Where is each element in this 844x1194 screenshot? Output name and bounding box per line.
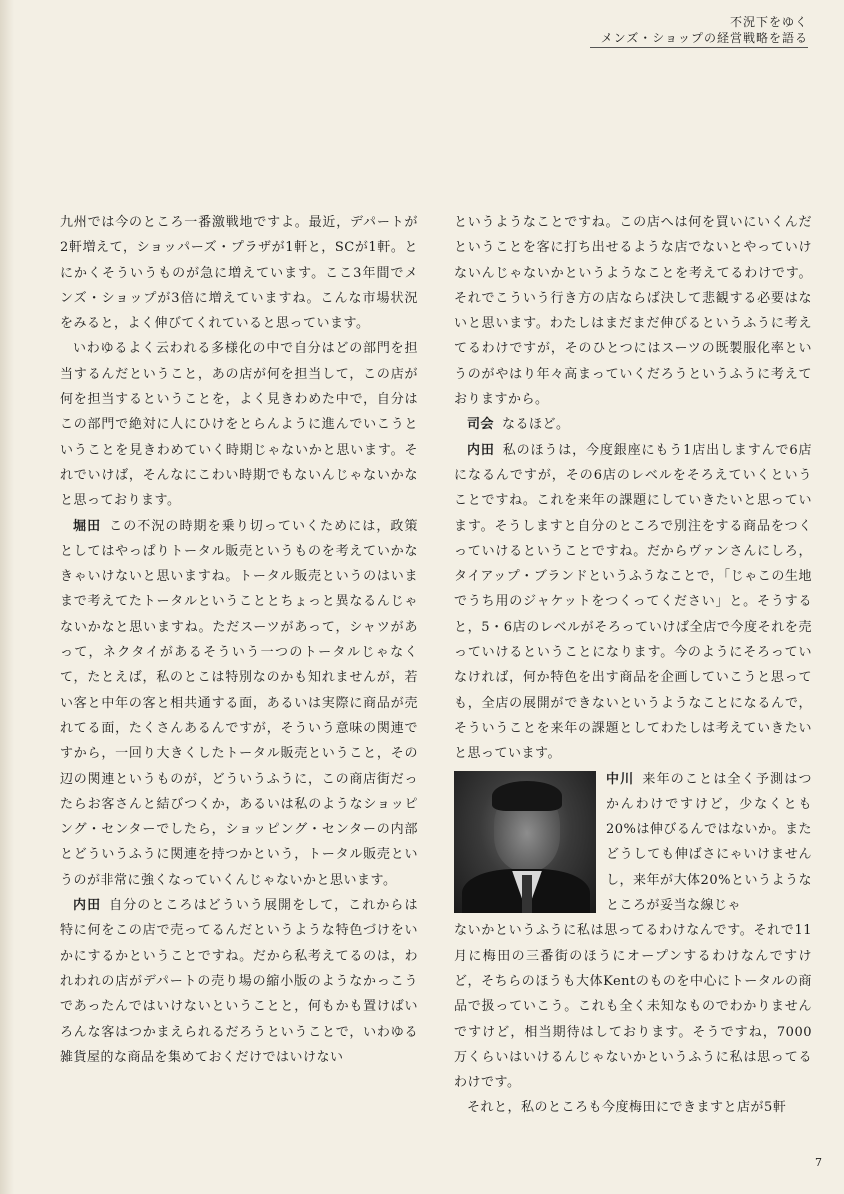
right-paragraph-4-beside-photo	[606, 767, 812, 919]
speech-text: 私のほうは，今度銀座にもう1店出しますんで6店になるんですが，その6店のレベルをそろえていくということですね。これを来年の課題にしていきたいと思っています。そうしますと自分のところで別注をする商品をつくっていけるということですね。だからヴァンさんにしろ，タイアップ・ブランドというふうなことで，「じゃこの生地でうち用のジャケットをつくってください」と。そうすると，5・6店のレベルがそろっていけば全店で今度それを売っていけるということになります。今のようにそろっていなければ，何か特色を出す商品を企画していこうと思っても，全店の展開ができないというようなことになるんで，そういうことを来年の課題としてわたしは考えていきたいと思っています。	[454, 442, 812, 762]
speech-text: 自分のところはどういう展開をして，これからは特に何をこの店で売ってるんだというような特色づけをいかにするかということですね。だから私考えてるのは，われわれの店がデパートの売り場の縮小版のようなかっこうであったんではいけないということと，何もかも置けばいろんな客はつかまえられるだろうということで，いわゆる雑貨屋的な商品を集めておくだけではいけない	[60, 898, 418, 1065]
portrait-photo	[454, 771, 596, 913]
left-paragraph-3	[60, 514, 418, 893]
photo-block	[454, 767, 812, 919]
speaker-name: 内田	[73, 898, 102, 914]
left-paragraph-2: いわゆるよく云われる多様化の中で自分はどの部門を担当するんだということ，あの店が何を担当して，この店が何を担当するということを，よく見きわめた中で，自分はこの部門で絶対に人にひけをとらんように進んでいこうということを見きわめていく時期じゃないかと思います。それでいけば，そんなにこわい時期でもないんじゃないかなと思っております。	[60, 341, 418, 509]
speech-text: なるほど。	[502, 417, 570, 433]
right-paragraph-3	[454, 438, 812, 767]
left-paragraph-4	[60, 893, 418, 1070]
page-number: 7	[815, 1156, 822, 1169]
right-paragraph-5: それと，私のところも今度梅田にできますと店が5軒	[467, 1100, 787, 1116]
header-line-1: 不況下をゆく	[729, 15, 808, 29]
left-column	[60, 210, 418, 1070]
right-column	[454, 210, 812, 1121]
page-binding-edge	[0, 0, 14, 1194]
header-line-2: メンズ・ショップの経営戦略を語る	[600, 31, 808, 45]
speaker-name: 内田	[467, 442, 495, 458]
header-rule	[590, 47, 808, 48]
speech-text: 来年のことは全く予測はつかんわけですけど，少なくとも20%は伸びるんではないか。またどうしても伸ばさにゃいけませんし，来年が大体20%というようなところが妥当な線じゃ	[606, 771, 812, 914]
right-paragraph-2	[454, 412, 812, 437]
speaker-name: 司会	[467, 417, 495, 433]
running-header	[601, 14, 808, 46]
right-paragraph-1: というようなことですね。この店へは何を買いにいくんだということを客に打ち出せるような店でないとやっていけないんじゃないかというようなことを考えてるわけです。それでこういう行き方の店ならば決して悲観する必要はないと思います。わたしはまだまだ伸びるというふうに考えてるわけですが，そのひとつにはスーツの既製服化率というのがやはり年々高まっていくだろうというふうに考えておりますから。	[454, 215, 812, 408]
speech-text: この不況の時期を乗り切っていくためには，政策としてはやっぱりトータル販売というものを考えていかなきゃいけないと思いますね。トータル販売というのはいままで考えてたトータルということとちょっと異なるんじゃないかなと思いますね。ただスーツがあって，シャツがあって，ネクタイがあるそういう一つのトータルじゃなくて，たとえば，私のとこは特別なのかも知れませんが，若い客と中年の客と相共通する面，あるいは実際に商品が売れてる面，たくさんあるんですが，そういう意味の関連ですから，一回り大きくしたトータル販売ということ，その辺の関連というものが，どういうふうに，この商店街だったらお客さんと結びつくか，あるいは私のようなショッピング・センターでしたら，ショッピング・センターの内部とどういうふうに関連を持つかという，トータル販売というのが非常に強くなっていくんじゃないかと思います。	[60, 518, 418, 888]
right-paragraph-4-rest: ないかというふうに私は思ってるわけなんです。それで11月に梅田の三番街のほうにオープンするわけなんですけど，そちらのほうも大体Kentのものを中心にトータルの商品で扱っていこう。これも全く未知なものでわかりませんですけど，相当期待はしております。そうですね，7000万くらいはいけるんじゃないかというふうに私は思ってるわけです。	[454, 923, 812, 1091]
left-paragraph-1: 九州では今のところ一番激戦地ですよ。最近，デパートが2軒増えて，ショッパーズ・プラザが1軒と，SCが1軒。とにかくそういうものが急に増えています。ここ3年間でメンズ・ショップが3倍に増えていますね。こんな市場状況をみると，よく伸びてくれていると思っています。	[60, 215, 418, 332]
speaker-name: 中川	[606, 771, 635, 787]
speaker-name: 堀田	[73, 518, 102, 534]
